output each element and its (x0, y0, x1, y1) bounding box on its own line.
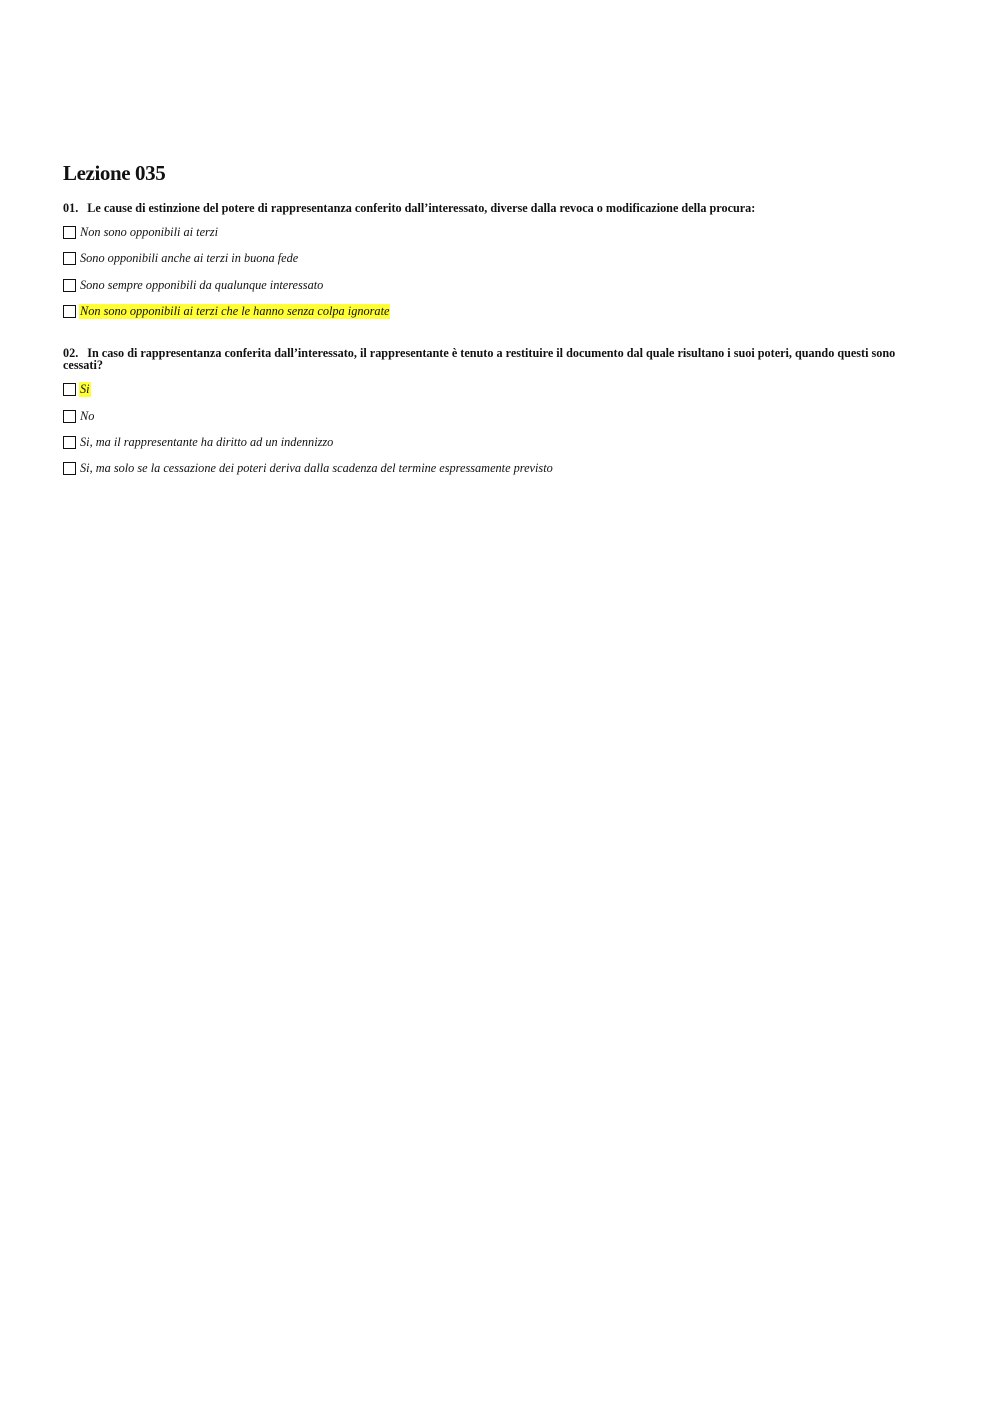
answer-option (63, 272, 933, 298)
question-body: In caso di rappresentanza conferita dall’interessato, il rappresentante è tenuto a restituire il documento dal quale risultano i suoi poteri, quando questi sono cessati? (63, 345, 896, 373)
answer-checkbox[interactable] (63, 252, 76, 265)
answer-text: Si, ma il rappresentante ha diritto ad un indennizzo (80, 434, 334, 449)
answer-option-highlighted (63, 298, 933, 324)
answer-checkbox[interactable] (63, 436, 76, 449)
document-page (63, 160, 933, 504)
answer-option (63, 403, 933, 429)
question-02 (63, 347, 933, 482)
answer-text: Sono opponibili anche ai terzi in buona fede (80, 251, 299, 266)
answer-checkbox[interactable] (63, 226, 76, 239)
highlighted-answer-text: Si (80, 382, 90, 397)
question-number: 02. (63, 345, 79, 360)
question-number: 01. (63, 201, 79, 215)
highlighted-answer-text: Non sono opponibili ai terzi che le hanno senza colpa ignorate (80, 304, 390, 319)
question-text (63, 202, 933, 215)
lesson-title: Lezione 035 (63, 161, 166, 185)
answer-text: Si, ma solo se la cessazione dei poteri deriva dalla scadenza del termine espressamente previsto (80, 461, 553, 476)
answer-text: Sono sempre opponibili da qualunque interessato (80, 277, 324, 292)
answer-checkbox[interactable] (63, 383, 76, 396)
answer-option-highlighted (63, 377, 933, 403)
question-01 (63, 202, 933, 325)
answer-option (63, 220, 933, 246)
answer-text: Non sono opponibili ai terzi (80, 225, 219, 240)
answer-option (63, 429, 933, 455)
question-text (63, 347, 933, 372)
answer-option (63, 456, 933, 482)
question-body: Le cause di estinzione del potere di rappresentanza conferito dall’interessato, diverse dalla revoca o modificazione della procura: (87, 201, 756, 215)
answer-text: No (80, 408, 95, 423)
answer-checkbox[interactable] (63, 462, 76, 475)
answer-checkbox[interactable] (63, 305, 76, 318)
answer-checkbox[interactable] (63, 410, 76, 423)
answer-checkbox[interactable] (63, 279, 76, 292)
answer-option (63, 246, 933, 272)
